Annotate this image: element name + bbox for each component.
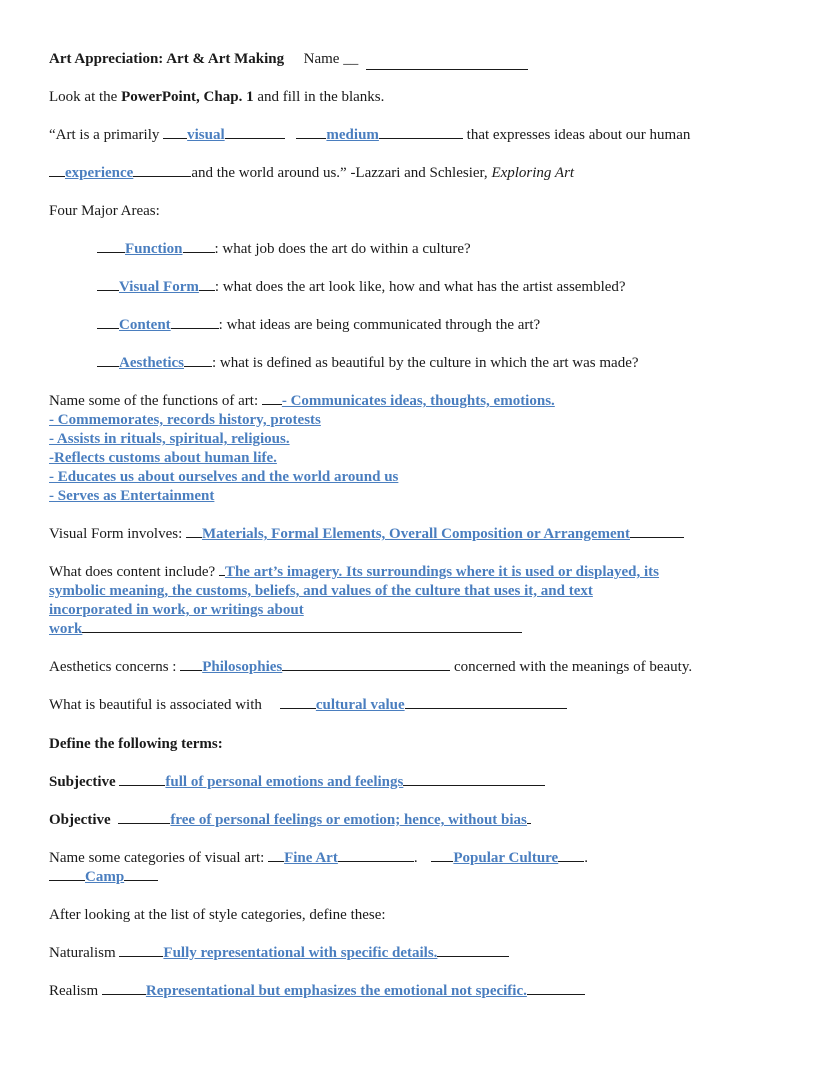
content-answer-line[interactable]: work xyxy=(49,621,83,637)
content-block xyxy=(49,563,659,639)
area-item-visual-form xyxy=(97,278,626,297)
blank-line xyxy=(527,994,585,995)
blank-line xyxy=(262,404,282,405)
name-label: Name __ xyxy=(303,51,359,67)
instructions-bold: PowerPoint, Chap. 1 xyxy=(121,89,254,105)
blank-line xyxy=(102,994,146,995)
area-item-content xyxy=(97,316,540,335)
function-item[interactable]: - Assists in rituals, spiritual, religious. xyxy=(49,431,290,447)
blank-line xyxy=(184,366,212,367)
blank-line xyxy=(186,537,202,538)
realism-label: Realism xyxy=(49,983,99,999)
worksheet-title: Art Appreciation: Art & Art Making xyxy=(49,51,285,67)
quote-text-2: that expresses ideas about our human xyxy=(462,127,691,143)
blank-line xyxy=(183,252,215,253)
blank-line xyxy=(280,708,316,709)
blank-line xyxy=(118,823,170,824)
area-description: : what is defined as beautiful by the culture in which the art was made? xyxy=(211,355,639,371)
answer-experience[interactable]: experience xyxy=(65,165,134,181)
answer-popular-culture[interactable]: Popular Culture xyxy=(453,850,559,866)
functions-first-line xyxy=(49,392,555,411)
aesthetics-post: concerned with the meanings of beauty. xyxy=(450,659,693,675)
quote-text: “Art is a primarily xyxy=(49,127,164,143)
answer-medium[interactable]: medium xyxy=(326,127,379,143)
answer-fine-art[interactable]: Fine Art xyxy=(284,850,338,866)
areas-heading: Four Major Areas: xyxy=(49,203,160,219)
blank-line xyxy=(379,138,463,139)
blank-line xyxy=(431,861,453,862)
answer-objective[interactable]: free of personal feelings or emotion; hence, without bias xyxy=(170,812,527,828)
answer-visual[interactable]: visual xyxy=(187,127,225,143)
blank-line xyxy=(97,366,119,367)
answer-realism[interactable]: Representational but emphasizes the emotional not specific. xyxy=(145,983,527,999)
quote-line-1 xyxy=(49,126,690,145)
area-description: : what job does the art do within a culture? xyxy=(214,241,471,257)
blank-line xyxy=(437,956,509,957)
styles-heading: After looking at the list of style categories, define these: xyxy=(49,907,386,923)
answer-naturalism[interactable]: Fully representational with specific details. xyxy=(163,945,438,961)
area-item-function xyxy=(97,240,471,259)
blank-line xyxy=(49,176,65,177)
naturalism-label: Naturalism xyxy=(49,945,116,961)
function-item[interactable]: - Communicates ideas, thoughts, emotions. xyxy=(281,393,555,409)
instructions xyxy=(49,88,384,107)
blank-line xyxy=(558,861,584,862)
beautiful-label: What is beautiful is associated with xyxy=(49,697,262,713)
blank-line xyxy=(82,632,522,633)
blank-line xyxy=(171,328,219,329)
content-answer-line[interactable]: symbolic meaning, the customs, beliefs, and values of the culture that uses it, and text xyxy=(49,583,593,599)
blank-line xyxy=(405,708,567,709)
objective-row xyxy=(49,811,531,830)
functions-block xyxy=(49,392,555,506)
blank-line xyxy=(97,290,119,291)
answer-visual-form-involves[interactable]: Materials, Formal Elements, Overall Composition or Arrangement xyxy=(202,526,630,542)
function-item[interactable]: - Commemorates, records history, protests xyxy=(49,412,321,428)
content-answer-line[interactable]: The art’s imagery. Its surroundings where it is used or displayed, its xyxy=(224,564,660,580)
blank-line xyxy=(527,823,531,824)
instructions-text-end: and fill in the blanks. xyxy=(253,89,385,105)
book-title: Exploring Art xyxy=(491,165,575,181)
aesthetics-row xyxy=(49,658,692,677)
beautiful-row xyxy=(49,696,567,715)
blank-line xyxy=(296,138,326,139)
blank-line xyxy=(119,785,165,786)
function-item[interactable]: - Serves as Entertainment xyxy=(49,488,215,504)
blank-line xyxy=(97,252,125,253)
blank-line xyxy=(124,880,158,881)
blank-line xyxy=(199,290,215,291)
categories-label: Name some categories of visual art: xyxy=(49,850,269,866)
content-answer-line[interactable]: incorporated in work, or writings about xyxy=(49,602,304,618)
quote-text-3: and the world around us.” -Lazzari and Schlesier, xyxy=(191,165,492,181)
blank-line xyxy=(163,138,187,139)
subjective-row xyxy=(49,773,545,792)
separator: . xyxy=(413,850,418,866)
naturalism-row xyxy=(49,944,509,963)
functions-label: Name some of the functions of art: xyxy=(49,393,262,409)
blank-line xyxy=(403,785,545,786)
content-label: What does content include? xyxy=(49,564,219,580)
answer-content[interactable]: Content xyxy=(119,317,171,333)
area-description: : what does the art look like, how and what has the artist assembled? xyxy=(214,279,626,295)
blank-line xyxy=(119,956,163,957)
visual-form-row xyxy=(49,525,684,544)
blank-line xyxy=(338,861,414,862)
answer-subjective[interactable]: full of personal emotions and feelings xyxy=(165,774,404,790)
function-item[interactable]: -Reflects customs about human life. xyxy=(49,450,277,466)
function-item[interactable]: - Educates us about ourselves and the world around us xyxy=(49,469,399,485)
blank-line xyxy=(630,537,684,538)
quote-line-2 xyxy=(49,164,574,183)
separator: . xyxy=(584,850,588,866)
answer-cultural-value[interactable]: cultural value xyxy=(315,697,405,713)
define-heading: Define the following terms: xyxy=(49,736,223,752)
aesthetics-label: Aesthetics concerns : xyxy=(49,659,181,675)
blank-line xyxy=(282,670,450,671)
visual-form-label: Visual Form involves: xyxy=(49,526,187,542)
answer-function[interactable]: Function xyxy=(125,241,183,257)
answer-aesthetics[interactable]: Aesthetics xyxy=(119,355,184,371)
blank-line xyxy=(268,861,284,862)
area-item-aesthetics xyxy=(97,354,639,373)
subjective-label: Subjective xyxy=(49,774,116,790)
blank-line xyxy=(133,176,191,177)
name-field[interactable] xyxy=(366,50,528,70)
blank-line xyxy=(225,138,285,139)
realism-row xyxy=(49,982,585,1001)
answer-visual-form[interactable]: Visual Form xyxy=(119,279,199,295)
area-description: : what ideas are being communicated through the art? xyxy=(218,317,541,333)
answer-camp[interactable]: Camp xyxy=(85,869,125,885)
answer-philosophies[interactable]: Philosophies xyxy=(202,659,283,675)
blank-line xyxy=(49,880,85,881)
objective-label: Objective xyxy=(49,812,111,828)
instructions-text: Look at the xyxy=(49,89,122,105)
blank-line xyxy=(97,328,119,329)
categories-block xyxy=(49,849,588,887)
blank-line xyxy=(180,670,202,671)
header-row xyxy=(49,50,528,70)
